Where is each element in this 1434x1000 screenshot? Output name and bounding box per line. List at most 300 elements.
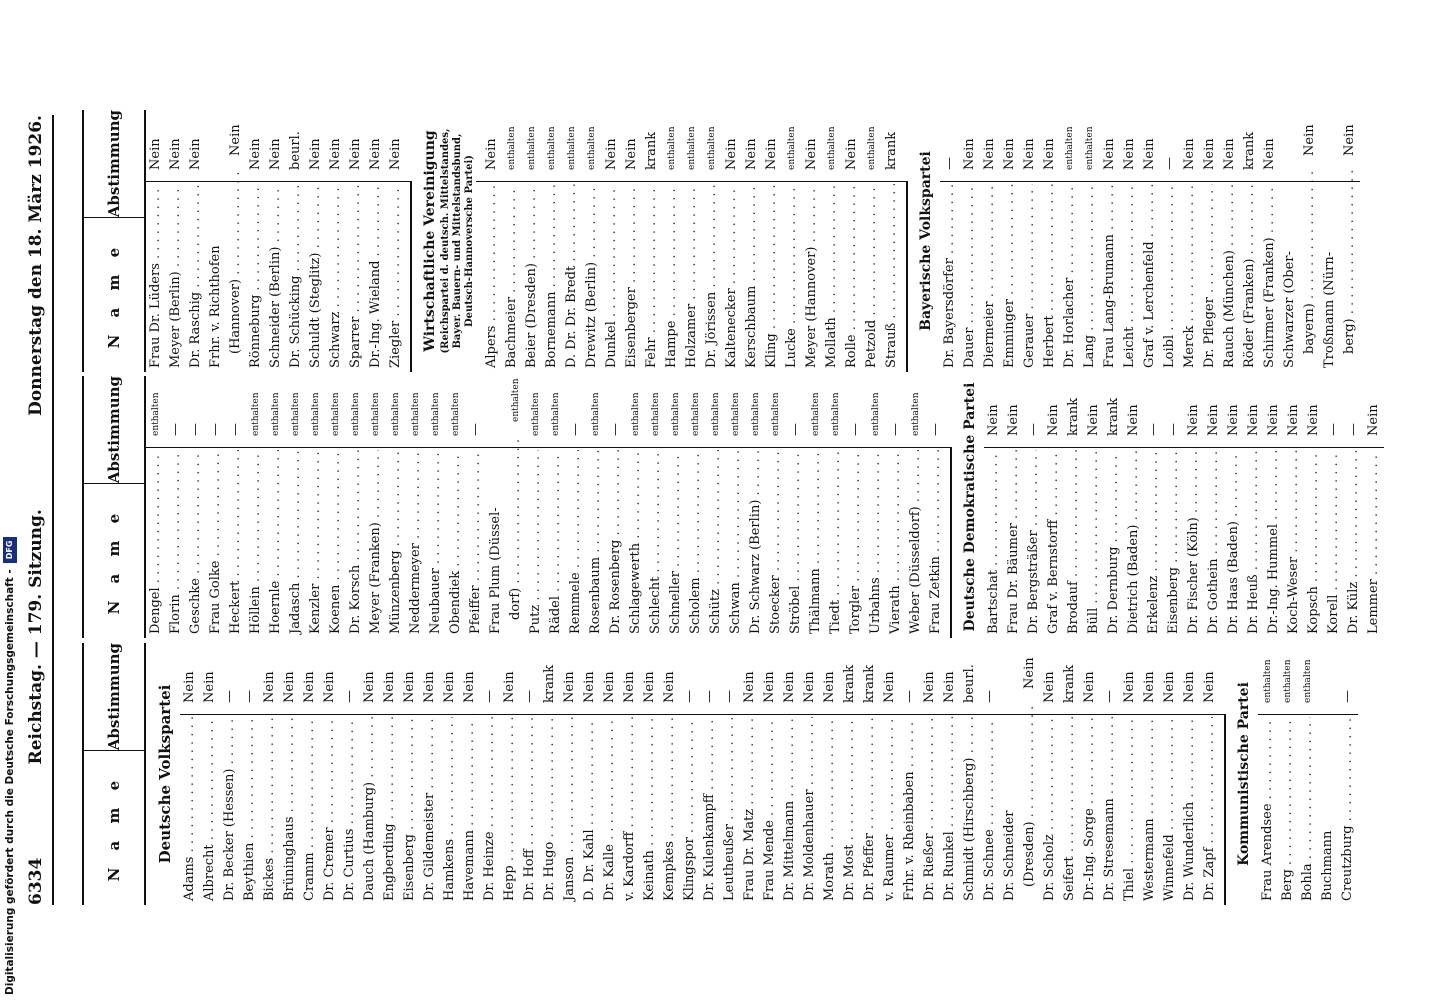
vote-value: enthalten — [567, 126, 577, 170]
member-name: Remmele . . . — [566, 450, 586, 638]
member-name: Engberding . . . — [380, 717, 400, 905]
table-row — [306, 110, 326, 372]
table-row — [1260, 110, 1280, 372]
member-name: Thiel . . . — [1120, 717, 1140, 905]
table-row — [1040, 110, 1060, 372]
vote-value: Nein — [362, 671, 377, 703]
vote-value: enthalten — [811, 392, 821, 436]
table-row — [466, 376, 486, 638]
table-row — [386, 110, 406, 372]
table-row — [502, 110, 522, 372]
member-name: Herbert . . . — [1040, 184, 1060, 372]
member-name: Koenen . . . — [326, 450, 346, 638]
vote-value: Nein — [188, 138, 203, 170]
member-name: Dr. Gildemeister . . . — [420, 717, 440, 905]
vote-value: enthalten — [787, 126, 797, 170]
table-row — [1240, 110, 1260, 372]
table-row — [1100, 643, 1120, 905]
vote-value: enthalten — [251, 392, 261, 436]
member-name: Dr. Becker (Hessen) . . . — [220, 717, 240, 905]
table-row — [606, 376, 626, 638]
column-2 — [82, 376, 1384, 638]
table-row — [226, 376, 246, 638]
member-name: Neubauer . . . — [426, 450, 446, 638]
table-row — [1204, 376, 1224, 638]
vote-value: Nein — [762, 671, 777, 703]
table-row — [806, 376, 826, 638]
member-name: Urbahns . . . — [866, 450, 886, 638]
member-name: Rauch (München) . . . — [1220, 184, 1240, 372]
member-name: Dr.-Ing. Wieland . . . — [366, 184, 386, 372]
table-header — [84, 643, 146, 905]
vote-value: Nein — [182, 671, 197, 703]
table-row — [1184, 376, 1204, 638]
vote-value: — — [242, 690, 257, 703]
table-row — [1164, 376, 1184, 638]
session-date: Donnerstag den 18. März 1926. — [26, 115, 46, 416]
vote-value: Nein — [1306, 404, 1321, 436]
table-row — [320, 643, 340, 905]
table-row — [346, 110, 366, 372]
table-row — [266, 110, 286, 372]
vote-value: Nein — [1162, 671, 1177, 703]
vote-value: Nein — [308, 138, 323, 170]
vote-value: Nein — [1226, 404, 1241, 436]
table-row — [1000, 643, 1020, 905]
vote-value: Nein — [1286, 404, 1301, 436]
vote-value: Nein — [642, 671, 657, 703]
vote-value: Nein — [822, 671, 837, 703]
member-name: Dr. Cremer . . . — [320, 717, 340, 905]
vote-value: enthalten — [667, 126, 677, 170]
vote-value: — — [1102, 690, 1117, 703]
member-name: Dr. Curtius . . . — [340, 717, 360, 905]
vote-value: enthalten — [707, 126, 717, 170]
vote-value: Nein — [1366, 404, 1381, 436]
vote-value: Nein — [442, 671, 457, 703]
vote-value — [1320, 110, 1340, 184]
vote-value: — — [228, 423, 243, 436]
member-name: Dr. Runkel . . . — [940, 717, 960, 905]
member-name: Bachmeier . . . — [502, 184, 522, 372]
vote-value: Nein — [148, 138, 163, 170]
table-body — [146, 643, 1358, 905]
member-name: Emminger . . . — [1000, 184, 1020, 372]
member-name: Dr. Horlacher . . . — [1060, 184, 1080, 372]
vote-value: Nein — [1102, 138, 1117, 170]
table-row — [426, 376, 446, 638]
table-row — [186, 110, 206, 372]
table-row — [842, 110, 862, 372]
vote-value: Nein — [1262, 138, 1277, 170]
vote-value: — — [788, 423, 803, 436]
member-name: Leicht . . . — [1120, 184, 1140, 372]
member-name: Ströbel . . . — [786, 450, 806, 638]
member-name: Frhr. v. Rheinbaben . . . — [900, 717, 920, 905]
member-name: Keinath . . . — [640, 717, 660, 905]
vote-value: Nein — [1046, 404, 1061, 436]
table-row — [1104, 376, 1124, 638]
vote-value: enthalten — [771, 392, 781, 436]
table-row — [1120, 110, 1140, 372]
member-name: Adams . . . — [180, 717, 200, 905]
member-name: Meyer (Hannover) . . . — [802, 184, 822, 372]
vote-value: enthalten — [831, 392, 841, 436]
table-row — [360, 643, 380, 905]
member-name: Putz . . . — [526, 450, 546, 638]
member-name: Schwan . . . — [726, 450, 746, 638]
dfg-logo: DFG — [3, 537, 17, 564]
table-row — [1020, 110, 1040, 372]
vote-value: — — [222, 690, 237, 703]
table-row — [722, 110, 742, 372]
member-name: Bohla . . . — [1298, 717, 1318, 905]
vote-value: — — [342, 690, 357, 703]
member-name: Dr. Hoff . . . — [520, 717, 540, 905]
member-name: Ziegler . . . — [386, 184, 406, 372]
table-row — [1040, 643, 1060, 905]
vote-value: enthalten — [867, 126, 877, 170]
table-row — [386, 376, 406, 638]
vote-value: — — [208, 423, 223, 436]
table-row — [822, 110, 842, 372]
vote-value: Nein — [282, 671, 297, 703]
table-row — [1258, 643, 1278, 905]
header-vote: Abstimmung — [84, 110, 144, 218]
vote-value: Nein — [764, 138, 779, 170]
vote-value: Nein — [1202, 138, 1217, 170]
table-row — [562, 110, 582, 372]
member-name: Thälmann . . . — [806, 450, 826, 638]
vote-value: Nein — [744, 138, 759, 170]
table-row — [1124, 376, 1144, 638]
vote-value: krank — [884, 131, 899, 170]
member-name: Schwarz . . . — [326, 184, 346, 372]
member-name: Brodauf . . . — [1064, 450, 1084, 638]
party-subtitle: (Reichspartei d. deutsch. Mittelstandes, Bayer. Bauern- und Mittelstandsbund, Deutsch-Hannoversche Partei) — [440, 110, 476, 372]
member-name: Vierath . . . — [886, 450, 906, 638]
table-body — [146, 110, 1360, 372]
vote-value: Nein — [1206, 404, 1221, 436]
vote-value: enthalten — [527, 126, 537, 170]
vote-value: enthalten — [151, 392, 161, 436]
table-row — [1224, 376, 1244, 638]
member-name: Frau Zetkin . . . — [926, 450, 946, 638]
vote-value: — — [702, 690, 717, 703]
member-name: Kempkes . . . — [660, 717, 680, 905]
member-name: Dr. Raschig . . . — [186, 184, 206, 372]
member-name: Geschke . . . — [186, 450, 206, 638]
member-name: Pfeiffer . . . — [466, 450, 486, 638]
table-row — [580, 643, 600, 905]
table-row — [506, 376, 526, 638]
table-row — [326, 110, 346, 372]
member-name: Frau Lang-Brumann . . . — [1100, 184, 1120, 372]
page-header — [20, 115, 54, 905]
vote-value: Nein — [402, 671, 417, 703]
vote-value: enthalten — [651, 392, 661, 436]
vote-value: Nein — [1122, 138, 1137, 170]
vote-value: Nein — [1082, 671, 1097, 703]
member-name: Dauch (Hamburg) . . . — [360, 717, 380, 905]
table-row — [940, 643, 960, 905]
vote-value: — — [928, 423, 943, 436]
column-1 — [82, 643, 1384, 905]
member-name: Drewitz (Berlin) . . . — [582, 184, 602, 372]
table-row — [586, 376, 606, 638]
vote-value: Nein — [1122, 671, 1137, 703]
vote-value: Nein — [724, 138, 739, 170]
table-row — [1060, 643, 1080, 905]
table-row — [166, 376, 186, 638]
member-name: Winnefeld . . . — [1160, 717, 1180, 905]
member-name: Schuldt (Steglitz) . . . — [306, 184, 326, 372]
table-row — [626, 376, 646, 638]
table-row — [880, 643, 900, 905]
vote-value: Nein — [922, 671, 937, 703]
member-name: Hamkens . . . — [440, 717, 460, 905]
vote-value: Nein — [604, 138, 619, 170]
table-row — [1280, 110, 1300, 372]
member-name: Schmidt (Hirschberg) . . . — [960, 717, 980, 905]
vote-value: Nein — [982, 138, 997, 170]
member-name: Heckert . . . — [226, 450, 246, 638]
member-name: Graf v. Bernstorff . . . — [1044, 450, 1064, 638]
table-row — [1004, 376, 1024, 638]
vote-value: Nein — [1222, 138, 1237, 170]
vote-value: Nein — [502, 671, 517, 703]
member-name: Troßmann (Nürn- — [1322, 251, 1337, 368]
vote-value: — — [568, 423, 583, 436]
vote-value: enthalten — [311, 392, 321, 436]
member-name: bayern) . . . — [1300, 170, 1320, 372]
table-row — [646, 376, 666, 638]
header-name: N a m e — [105, 507, 123, 615]
vote-value — [1318, 643, 1338, 717]
member-name: Dr. Haas (Baden) . . . — [1224, 450, 1244, 638]
vote-value: Nein — [302, 671, 317, 703]
member-name: Dr. Most . . . — [840, 717, 860, 905]
member-name: Berg . . . — [1278, 717, 1298, 905]
table-row — [280, 643, 300, 905]
vote-value: beurl. — [962, 664, 977, 703]
vote-value: Nein — [388, 138, 403, 170]
vote-value: — — [1166, 423, 1181, 436]
member-name: Schwarzer (Ober- — [1282, 251, 1297, 368]
vote-value: enthalten — [871, 392, 881, 436]
table-row — [882, 110, 902, 372]
table-row — [960, 110, 980, 372]
member-name: Dr. Schnee . . . — [980, 717, 1000, 905]
table-row — [980, 110, 1000, 372]
funding-note: Digitalisierung gefördert durch die Deutsche Forschungsgemeinschaft - — [4, 569, 16, 995]
member-name: Scholem . . . — [686, 450, 706, 638]
table-row — [1284, 376, 1304, 638]
table-row — [1278, 643, 1298, 905]
vote-value: Nein — [1342, 124, 1357, 156]
vote-value: Nein — [622, 671, 637, 703]
vote-value: Nein — [462, 671, 477, 703]
table-row — [380, 643, 400, 905]
table-row — [206, 110, 226, 372]
table-row — [340, 643, 360, 905]
member-name: Dr. Schneider — [1002, 810, 1017, 901]
vote-value: Nein — [484, 138, 499, 170]
vote-value: krank — [862, 664, 877, 703]
vote-value: krank — [542, 664, 557, 703]
vote-value: Nein — [1006, 404, 1021, 436]
table-row — [780, 643, 800, 905]
member-name: Florin . . . — [166, 450, 186, 638]
member-name: Neddermeyer . . . — [406, 450, 426, 638]
member-name: Rädel . . . — [546, 450, 566, 638]
member-name: Loibl . . . — [1160, 184, 1180, 372]
table-row — [146, 110, 166, 372]
member-name: Frhr. v. Richthofen — [208, 245, 223, 368]
member-name: Dr. Rießer . . . — [920, 717, 940, 905]
member-name: Bornemann . . . — [542, 184, 562, 372]
vote-value — [1000, 643, 1020, 717]
table-row — [906, 376, 926, 638]
table-row — [706, 376, 726, 638]
vote-value: enthalten — [691, 392, 701, 436]
table-row — [522, 110, 542, 372]
member-name: Weber (Düsseldorf) . . . — [906, 450, 926, 638]
vote-value: — — [848, 423, 863, 436]
member-name: Alpers . . . — [482, 184, 502, 372]
vote-value: Nein — [1186, 404, 1201, 436]
vote-value: — — [168, 423, 183, 436]
member-name: Holzamer . . . — [682, 184, 702, 372]
vote-value: Nein — [782, 671, 797, 703]
member-name: Dr.-Ing. Sorge . . . — [1080, 717, 1100, 905]
table-row — [1220, 110, 1240, 372]
member-name: Dr. Heuß . . . — [1244, 450, 1264, 638]
vote-value — [1280, 110, 1300, 184]
table-row — [1140, 110, 1160, 372]
table-row — [746, 376, 766, 638]
member-name: Fehr . . . — [642, 184, 662, 372]
member-name: Kenzler . . . — [306, 450, 326, 638]
table-row — [960, 643, 980, 905]
table-row — [1080, 643, 1100, 905]
table-row — [306, 376, 326, 638]
table-row — [660, 643, 680, 905]
vote-value: enthalten — [391, 392, 401, 436]
column-3 — [82, 110, 1384, 372]
table-row — [240, 643, 260, 905]
member-name: Eisenberg . . . — [400, 717, 420, 905]
member-name: Dr. Bayersdörfer . . . — [940, 184, 960, 372]
member-name: Eisenberger . . . — [622, 184, 642, 372]
vote-value: — — [1146, 423, 1161, 436]
table-row — [640, 643, 660, 905]
table-row — [246, 110, 266, 372]
vote-value: Nein — [602, 671, 617, 703]
vote-value: — — [1162, 157, 1177, 170]
party-heading: Bayerische Volkspartei — [908, 110, 940, 372]
table-row — [700, 643, 720, 905]
vote-value: Nein — [1182, 138, 1197, 170]
table-row — [866, 376, 886, 638]
table-row — [226, 110, 246, 372]
member-name: Hepp . . . — [500, 717, 520, 905]
member-name: Beythien . . . — [240, 717, 260, 905]
member-name: Stoecker . . . — [766, 450, 786, 638]
table-row — [1140, 643, 1160, 905]
vote-value: enthalten — [1263, 659, 1273, 703]
table-row — [1244, 376, 1264, 638]
vote-value: Nein — [1086, 404, 1101, 436]
vote-value: Nein — [1246, 404, 1261, 436]
table-row — [400, 643, 420, 905]
table-row — [406, 376, 426, 638]
member-name: Leutheußer . . . — [720, 717, 740, 905]
table-row — [740, 643, 760, 905]
vote-value: enthalten — [511, 378, 521, 422]
vote-value: Nein — [962, 138, 977, 170]
vote-value: — — [1346, 423, 1361, 436]
vote-value: Nein — [1042, 671, 1057, 703]
vote-value — [486, 376, 506, 450]
member-name: Dr. Schücking . . . — [286, 184, 306, 372]
vote-value: Nein — [1042, 138, 1057, 170]
table-row — [1264, 376, 1284, 638]
table-row — [680, 643, 700, 905]
vote-value: Nein — [942, 671, 957, 703]
vote-value: enthalten — [431, 392, 441, 436]
vote-value: — — [1026, 423, 1041, 436]
vote-value: beurl. — [288, 131, 303, 170]
member-name: Dr.-Ing. Hummel . . . — [1264, 450, 1284, 638]
member-name: Klingspor . . . — [680, 717, 700, 905]
table-row — [260, 643, 280, 905]
member-name: Sparrer . . . — [346, 184, 366, 372]
table-row — [566, 376, 586, 638]
vote-value: Nein — [1022, 138, 1037, 170]
member-name: Tiedt . . . — [826, 450, 846, 638]
member-name: Dr. Pfleger . . . — [1200, 184, 1220, 372]
vote-value: Nein — [562, 671, 577, 703]
table-row — [1338, 643, 1358, 905]
table-row — [860, 643, 880, 905]
table-row — [1320, 110, 1340, 372]
vote-value: enthalten — [371, 392, 381, 436]
vote-value: enthalten — [591, 392, 601, 436]
vote-value: Nein — [986, 404, 1001, 436]
header-vote: Abstimmung — [84, 643, 144, 751]
member-name: Schlecht . . . — [646, 450, 666, 638]
member-name: Dr. Schwarz (Berlin) . . . — [746, 450, 766, 638]
vote-value: enthalten — [547, 126, 557, 170]
member-name: Graf v. Lerchenfeld . . . — [1140, 184, 1160, 372]
table-row — [702, 110, 722, 372]
vote-value: — — [1326, 423, 1341, 436]
vote-value: enthalten — [1303, 659, 1313, 703]
table-row — [1044, 376, 1064, 638]
member-name: Dr. Wunderlich . . . — [1180, 717, 1200, 905]
table-row — [666, 376, 686, 638]
header-name: N a m e — [105, 774, 123, 882]
vote-value: Nein — [1142, 138, 1157, 170]
member-name: Höllein . . . — [246, 450, 266, 638]
vote-value: — — [608, 423, 623, 436]
member-name: Dr. Bergsträßer . . . — [1024, 450, 1044, 638]
table-row — [1144, 376, 1164, 638]
vote-value: Nein — [662, 671, 677, 703]
vote-value: — — [888, 423, 903, 436]
table-row — [1180, 110, 1200, 372]
